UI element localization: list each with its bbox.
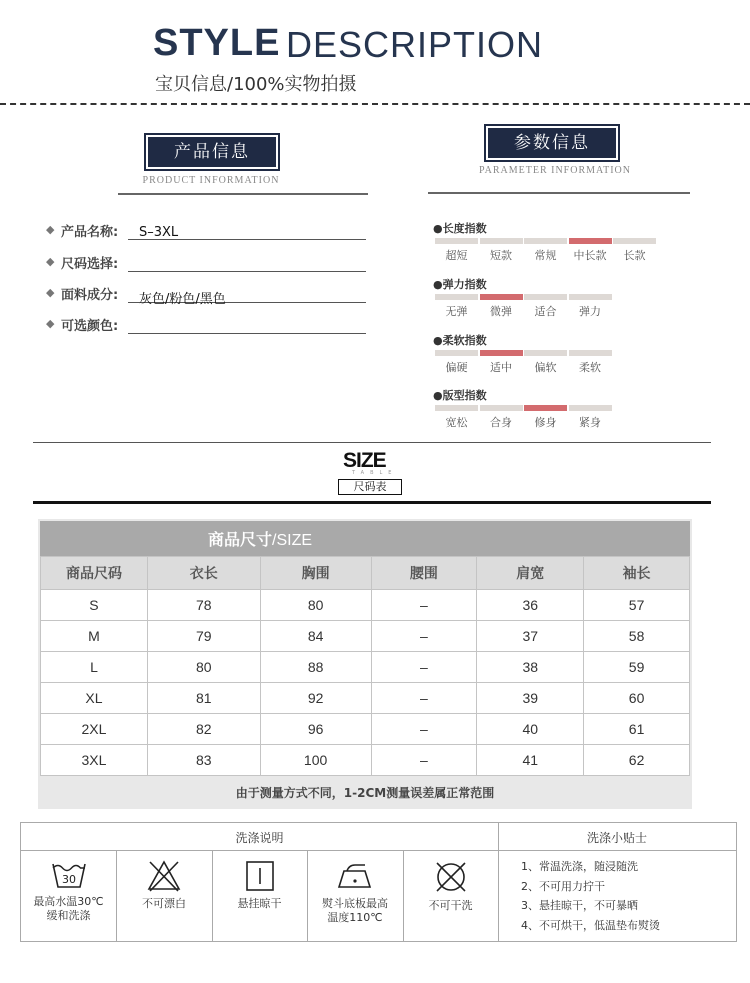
parameter-group-title: ●长度指数 [433, 222, 487, 235]
size-cell: 83 [147, 745, 260, 776]
parameter-level-bar [569, 294, 612, 300]
table-row [41, 745, 690, 776]
parameter-level-bar [569, 238, 612, 244]
parameter-level-bar [569, 350, 612, 356]
parameter-info-subtitle: PARAMETER INFORMATION [478, 165, 632, 176]
care-divider [498, 823, 499, 941]
parameter-level-bar [435, 350, 478, 356]
diamond-bullet-icon: ◆ [46, 255, 55, 268]
product-info-underline [128, 271, 366, 272]
parameter-level-bar [524, 238, 567, 244]
size-cell: 37 [477, 621, 584, 652]
size-cell: 88 [260, 652, 371, 683]
product-info-subtitle: PRODUCT INFORMATION [142, 175, 280, 186]
size-cell: 3XL [41, 745, 148, 776]
parameter-level-bar [524, 405, 567, 411]
parameter-level-bar [435, 405, 478, 411]
table-row [41, 683, 690, 714]
size-table-title [208, 527, 312, 550]
size-cell: 41 [477, 745, 584, 776]
product-info-badge: 产品信息 [148, 137, 276, 167]
wash-tip-item: 2、不可用力拧干 [521, 879, 605, 893]
parameter-option-label: 适中 [490, 361, 512, 374]
parameter-option-label: 修身 [534, 416, 557, 429]
parameter-group-title: ●弹力指数 [433, 278, 487, 291]
parameter-info-rule [428, 192, 690, 194]
parameter-group-title: ●版型指数 [433, 389, 487, 402]
size-chart-label: 尺码表 [338, 479, 402, 495]
parameter-info-badge: 参数信息 [488, 128, 616, 158]
size-cell: 79 [147, 621, 260, 652]
care-section [20, 822, 737, 942]
size-cell: – [371, 590, 477, 621]
size-cell: 96 [260, 714, 371, 745]
size-table-title-en: /SIZE [272, 532, 313, 549]
parameter-option-label: 偏软 [534, 361, 557, 374]
product-info-value: S–3XL [139, 225, 179, 240]
parameter-option-label: 紧身 [579, 416, 601, 429]
size-cell: XL [41, 683, 148, 714]
no-dry-clean-icon [433, 859, 469, 895]
size-cell: 40 [477, 714, 584, 745]
size-table-columns [41, 557, 690, 590]
parameter-option-label: 适合 [534, 305, 557, 318]
hang-dry-icon [244, 859, 276, 893]
size-cell: 81 [147, 683, 260, 714]
size-cell: 80 [147, 652, 260, 683]
size-cell: 92 [260, 683, 371, 714]
size-cell: 59 [584, 652, 690, 683]
size-table-body [41, 590, 690, 776]
size-heading: SIZE [343, 449, 386, 472]
table-row [41, 621, 690, 652]
size-cell: M [41, 621, 148, 652]
parameter-level-bar [524, 294, 567, 300]
product-info-label: 尺码选择: [61, 257, 119, 272]
size-cell: L [41, 652, 148, 683]
parameter-option-label: 常规 [534, 249, 557, 262]
size-cell: – [371, 745, 477, 776]
care-text-bleach: 不可漂白 [142, 897, 186, 910]
parameter-option-label: 中长款 [573, 249, 607, 262]
size-column-header: 衣长 [147, 557, 260, 590]
wash-tips-title: 洗涤小贴士 [586, 831, 647, 845]
product-info-label: 面料成分: [61, 288, 119, 303]
size-cell: 61 [584, 714, 690, 745]
size-cell: 62 [584, 745, 690, 776]
wash-temp-label: 30 [61, 873, 76, 886]
care-text-dry-clean: 不可干洗 [428, 899, 473, 912]
care-text-dry: 悬挂晾干 [237, 897, 282, 910]
care-item-wash [21, 859, 116, 923]
diamond-bullet-icon: ◆ [46, 317, 55, 330]
size-cell: 58 [584, 621, 690, 652]
diamond-bullet-icon: ◆ [46, 223, 55, 236]
parameter-level-bar [435, 294, 478, 300]
product-info-label: 产品名称: [61, 225, 119, 240]
product-info-underline [128, 333, 366, 334]
diamond-bullet-icon: ◆ [46, 286, 55, 299]
parameter-level-bar [435, 238, 478, 244]
parameter-level-bar [524, 350, 567, 356]
parameter-option-label: 宽松 [445, 416, 468, 429]
size-heading-letters: TABLE [352, 470, 398, 476]
table-row [41, 714, 690, 745]
care-text-wash: 最高水温30℃ 缓和洗涤 [33, 895, 104, 922]
size-cell: S [41, 590, 148, 621]
size-cell: 82 [147, 714, 260, 745]
parameter-option-label: 弹力 [579, 305, 601, 318]
parameter-group-title: ●柔软指数 [433, 334, 487, 347]
size-cell: 100 [260, 745, 371, 776]
size-cell: 84 [260, 621, 371, 652]
parameter-option-label: 合身 [490, 416, 512, 429]
size-cell: 80 [260, 590, 371, 621]
parameter-option-label: 长款 [623, 249, 646, 262]
parameter-option-label: 无弹 [445, 305, 468, 318]
wash-tip-item: 1、常温洗涤，随浸随洗 [521, 860, 638, 873]
parameter-level-bar [480, 405, 523, 411]
size-cell: 39 [477, 683, 584, 714]
product-info-rule [118, 193, 368, 195]
size-table [40, 556, 690, 776]
care-item-iron [307, 859, 403, 925]
parameter-option-label: 柔软 [579, 361, 601, 374]
parameter-level-bar [480, 294, 523, 300]
size-divider-thick [33, 501, 711, 504]
care-item-bleach [116, 859, 212, 911]
size-table-note: 由于测量方式不同，1-2CM测量误差属正常范围 [235, 786, 495, 800]
wash-instructions-title: 洗涤说明 [235, 831, 284, 845]
wash-tip-item: 4、不可烘干，低温垫布熨烫 [521, 918, 660, 932]
parameter-option-label: 短款 [490, 249, 512, 262]
dashed-divider [0, 103, 750, 105]
size-cell: 38 [477, 652, 584, 683]
size-cell: – [371, 652, 477, 683]
size-cell: – [371, 621, 477, 652]
section-divider [33, 442, 711, 443]
iron-110-icon [335, 859, 375, 893]
size-cell: 36 [477, 590, 584, 621]
product-info-label: 可选颜色: [61, 319, 119, 334]
product-info-row [46, 253, 376, 275]
table-row [41, 590, 690, 621]
parameter-level-bar [569, 405, 612, 411]
parameter-level-bar [480, 238, 523, 244]
wash-tip-item: 3、悬挂晾干，不可暴晒 [521, 899, 638, 912]
size-column-header: 肩宽 [477, 557, 584, 590]
care-text-iron: 熨斗底板最高 温度110℃ [322, 897, 388, 924]
parameter-level-bar [613, 238, 656, 244]
product-info-row [46, 284, 376, 306]
title-style: STYLE [153, 22, 281, 64]
wash-tips-list [521, 857, 660, 935]
parameter-option-label: 偏硬 [445, 361, 468, 374]
title-description: DESCRIPTION [286, 24, 544, 65]
subtitle: 宝贝信息/100%实物拍摄 [155, 74, 357, 95]
size-cell: 2XL [41, 714, 148, 745]
product-info-row [46, 221, 376, 243]
size-cell: 78 [147, 590, 260, 621]
care-item-dry [212, 859, 307, 911]
care-header-rule [21, 850, 736, 851]
size-column-header: 商品尺码 [41, 557, 148, 590]
size-cell: – [371, 683, 477, 714]
size-cell: 60 [584, 683, 690, 714]
size-cell: – [371, 714, 477, 745]
size-cell: 57 [584, 590, 690, 621]
size-table-header-bar [40, 521, 690, 556]
product-info-row [46, 315, 376, 337]
size-column-header: 袖长 [584, 557, 690, 590]
size-table-title-cn: 商品尺寸 [208, 530, 273, 549]
table-row [41, 652, 690, 683]
parameter-option-label: 微弹 [490, 305, 512, 318]
parameter-option-label: 超短 [445, 249, 468, 262]
wash-30-icon [50, 859, 88, 891]
no-bleach-icon [146, 859, 182, 893]
size-column-header: 腰围 [371, 557, 477, 590]
product-info-value: 灰色/粉色/黑色 [139, 292, 226, 307]
size-column-header: 胸围 [260, 557, 371, 590]
care-item-dry-clean [403, 859, 498, 913]
parameter-level-bar [480, 350, 523, 356]
